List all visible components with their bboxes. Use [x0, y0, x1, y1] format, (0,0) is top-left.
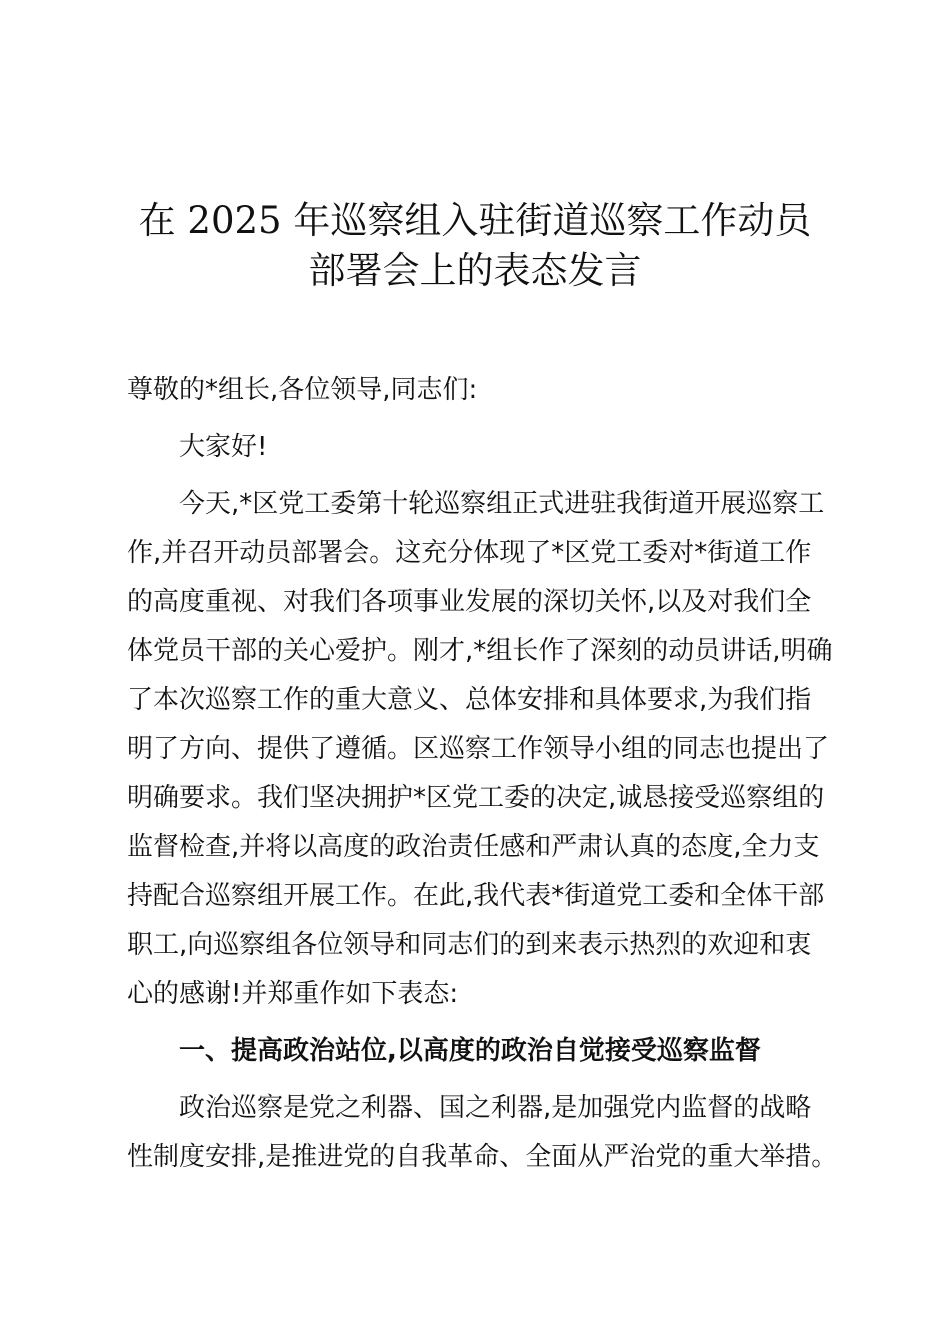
greeting	[127, 423, 827, 472]
section-heading-text: 一、提高政治站位,以高度的政治自觉接受巡察监督	[179, 1036, 761, 1066]
document-title	[100, 196, 850, 296]
section-heading-1	[127, 1027, 827, 1076]
paragraph-intro	[127, 480, 833, 1019]
paragraph-line: 今天,*区党工委第十轮巡察组正式进驻我街道开展巡察工	[179, 489, 825, 519]
paragraph-line: 监督检查,并将以高度的政治责任感和严肃认真的态度,全力支	[127, 832, 820, 862]
paragraph-line: 的高度重视、对我们各项事业发展的深切关怀,以及对我们全	[127, 587, 812, 617]
paragraph-line: 持配合巡察组开展工作。在此,我代表*街道党工委和全体干部	[127, 881, 825, 911]
paragraph-line: 了本次巡察工作的重大意义、总体安排和具体要求,为我们指	[127, 685, 812, 715]
paragraph-line: 体党员干部的关心爱护。刚才,*组长作了深刻的动员讲话,明确	[127, 636, 833, 666]
paragraph-line: 性制度安排,是推进党的自我革命、全面从严治党的重大举措。	[127, 1142, 838, 1172]
paragraph-line: 职工,向巡察组各位领导和同志们的到来表示热烈的欢迎和衷	[127, 930, 812, 960]
salutation	[127, 366, 827, 415]
document-body	[127, 366, 838, 1190]
greeting-text: 大家好!	[179, 432, 268, 462]
paragraph-political-inspection	[127, 1084, 838, 1182]
paragraph-line: 政治巡察是党之利器、国之利器,是加强党内监督的战略	[179, 1093, 812, 1123]
paragraph-line: 明确要求。我们坚决拥护*区党工委的决定,诚恳接受巡察组的	[127, 783, 825, 813]
salutation-text: 尊敬的*组长,各位领导,同志们:	[127, 375, 478, 405]
title-line-2: 部署会上的表态发言	[308, 249, 642, 292]
paragraph-line: 明了方向、提供了遵循。区巡察工作领导小组的同志也提出了	[127, 734, 830, 764]
title-line-1: 在 2025 年巡察组入驻街道巡察工作动员	[138, 199, 812, 242]
paragraph-line: 心的感谢!并郑重作如下表态:	[127, 979, 459, 1009]
paragraph-line: 作,并召开动员部署会。这充分体现了*区党工委对*街道工作	[127, 538, 812, 568]
